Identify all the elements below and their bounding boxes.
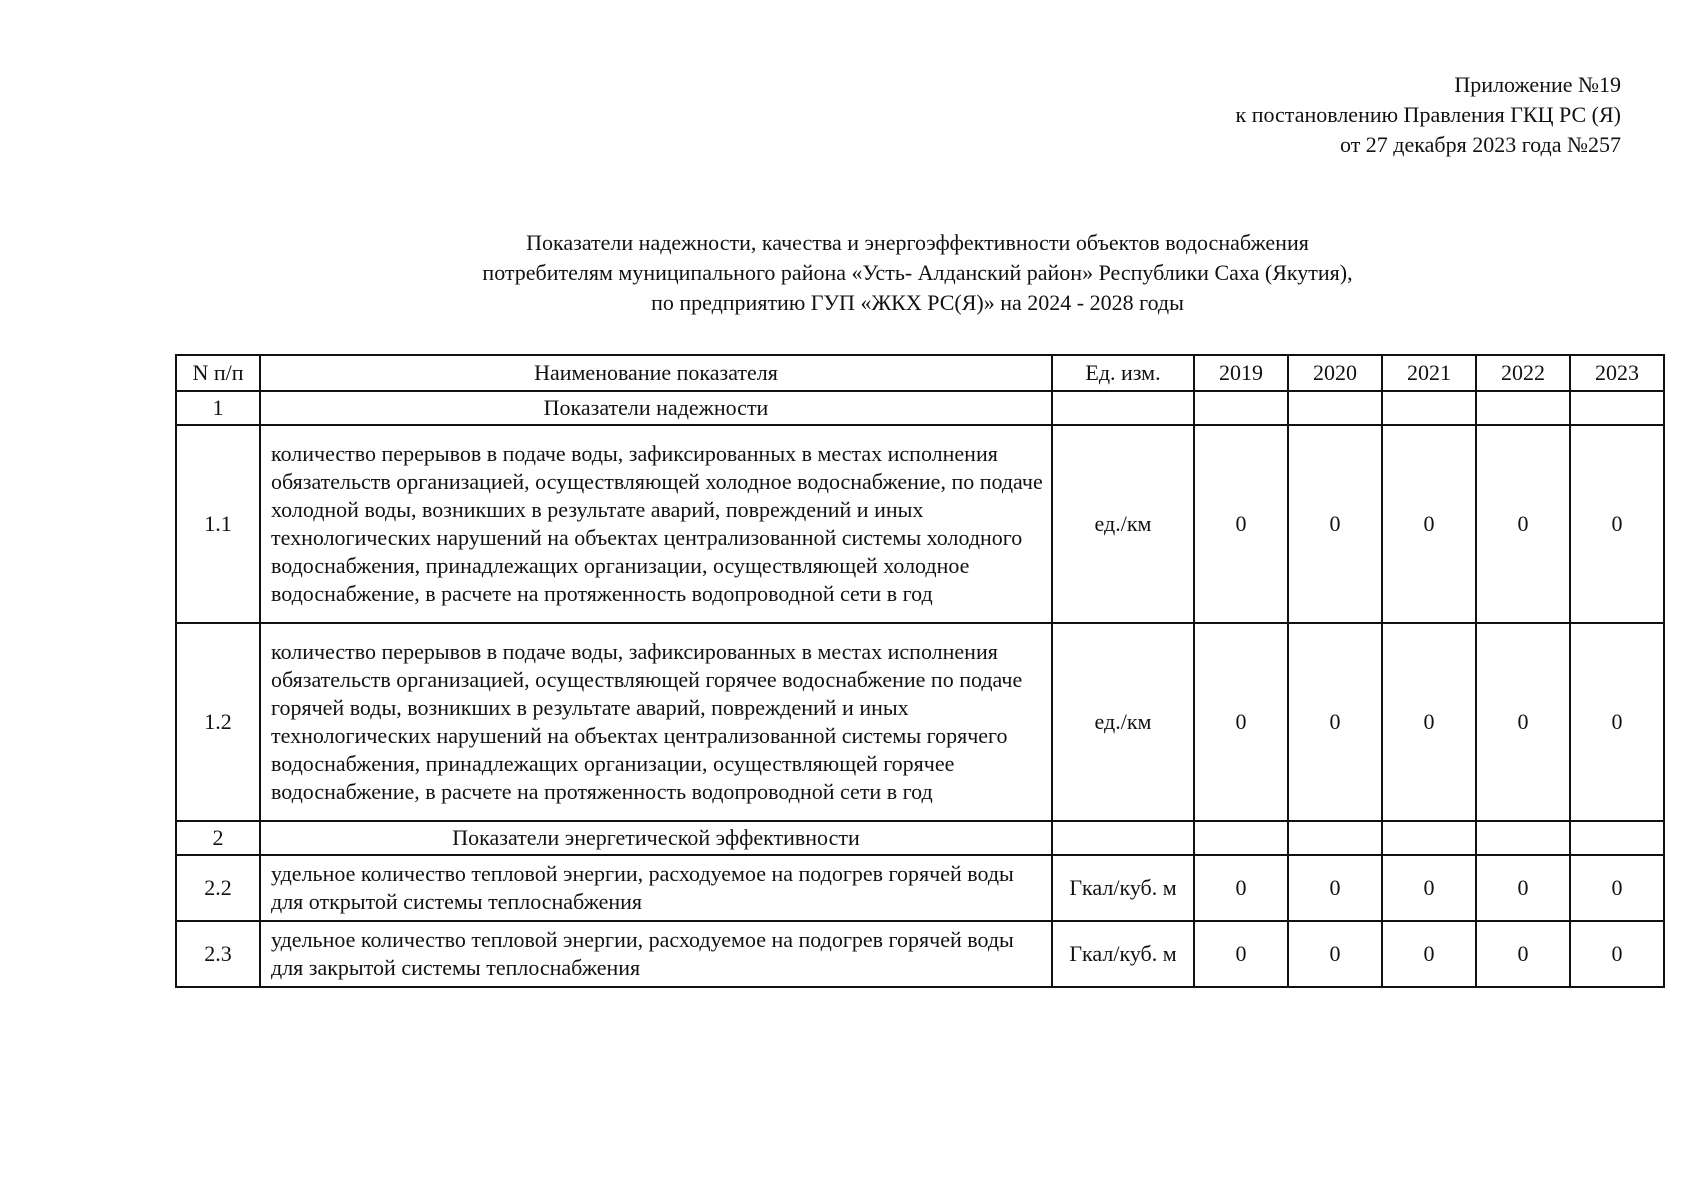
value-cell: 0: [1194, 855, 1288, 921]
value-cell: 0: [1570, 425, 1664, 623]
indicators-table: [175, 354, 1665, 988]
value-cell: 0: [1570, 921, 1664, 987]
value-cell: 0: [1382, 855, 1476, 921]
table-row: [176, 921, 1664, 987]
value-cell: 0: [1476, 425, 1570, 623]
section-name: Показатели энергетической эффективности: [260, 821, 1052, 855]
value-cell: [1288, 821, 1382, 855]
row-number: 1.1: [176, 425, 260, 623]
value-cell: 0: [1476, 921, 1570, 987]
row-unit: [1052, 821, 1194, 855]
header-year-2022: 2022: [1476, 355, 1570, 391]
title-line-1: Показатели надежности, качества и энергоэффективности объектов водоснабжения: [526, 230, 1309, 255]
indicator-name: удельное количество тепловой энергии, расходуемое на подогрев горячей воды для открытой системы теплоснабжения: [260, 855, 1052, 921]
value-cell: [1476, 821, 1570, 855]
row-number: 1.2: [176, 623, 260, 821]
value-cell: 0: [1194, 623, 1288, 821]
value-cell: 0: [1570, 855, 1664, 921]
value-cell: [1194, 391, 1288, 425]
indicator-name: количество перерывов в подаче воды, зафиксированных в местах исполнения обязательств организацией, осуществляющей горячее водоснабжение по подаче горячей воды, возникших в результате аварий, повреждений и иных технологических нарушений на объектах централизованной системы горячего водоснабжения, принадлежащих организации, осуществляющей горячее водоснабжение, в расчете на протяженность водопроводной сети в год: [260, 623, 1052, 821]
attachment-line-3: от 27 декабря 2023 года №257: [1339, 132, 1621, 157]
value-cell: 0: [1194, 425, 1288, 623]
unit-text: Гкал/куб. м: [1069, 941, 1177, 966]
value-cell: 0: [1382, 623, 1476, 821]
title-line-3: по предприятию ГУП «ЖКХ РС(Я)» на 2024 - 2028 годы: [651, 290, 1184, 315]
unit-text: Гкал/куб. м: [1069, 875, 1177, 900]
table-row: [176, 425, 1664, 623]
document-title: [160, 228, 1675, 318]
row-number: 2: [176, 821, 260, 855]
value-cell: 0: [1476, 855, 1570, 921]
value-cell: 0: [1288, 921, 1382, 987]
table-header-row: [176, 355, 1664, 391]
value-cell: [1570, 391, 1664, 425]
value-cell: [1382, 391, 1476, 425]
value-cell: 0: [1570, 623, 1664, 821]
attachment-note: [1021, 70, 1621, 160]
header-number: N п/п: [176, 355, 260, 391]
attachment-line-2: к постановлению Правления ГКЦ РС (Я): [1235, 102, 1621, 127]
row-unit: ед./км: [1052, 623, 1194, 821]
value-cell: 0: [1194, 921, 1288, 987]
value-cell: 0: [1476, 623, 1570, 821]
row-unit: [1052, 921, 1194, 987]
value-cell: 0: [1288, 425, 1382, 623]
header-year-2020: 2020: [1288, 355, 1382, 391]
value-cell: [1288, 391, 1382, 425]
row-unit: [1052, 855, 1194, 921]
section-row: [176, 821, 1664, 855]
value-cell: 0: [1382, 921, 1476, 987]
value-cell: 0: [1288, 855, 1382, 921]
row-unit: [1052, 391, 1194, 425]
header-indicator-name: Наименование показателя: [260, 355, 1052, 391]
row-number: 2.2: [176, 855, 260, 921]
value-cell: 0: [1382, 425, 1476, 623]
section-name: Показатели надежности: [260, 391, 1052, 425]
header-year-2023: 2023: [1570, 355, 1664, 391]
row-number: 2.3: [176, 921, 260, 987]
value-cell: [1476, 391, 1570, 425]
header-year-2021: 2021: [1382, 355, 1476, 391]
value-cell: [1570, 821, 1664, 855]
value-cell: [1382, 821, 1476, 855]
value-cell: [1194, 821, 1288, 855]
row-unit: ед./км: [1052, 425, 1194, 623]
section-row: [176, 391, 1664, 425]
table-row: [176, 623, 1664, 821]
indicator-name: количество перерывов в подаче воды, зафиксированных в местах исполнения обязательств организацией, осуществляющей холодное водоснабжение, по подаче холодной воды, возникших в результате аварий, повреждений и иных технологических нарушений на объектах централизованной системы холодного водоснабжения, принадлежащих организации, осуществляющей холодное водоснабжение, в расчете на протяженность водопроводной сети в год: [260, 425, 1052, 623]
row-number: 1: [176, 391, 260, 425]
header-unit: Ед. изм.: [1052, 355, 1194, 391]
attachment-line-1: Приложение №19: [1454, 72, 1621, 97]
header-year-2019: 2019: [1194, 355, 1288, 391]
indicator-name: удельное количество тепловой энергии, расходуемое на подогрев горячей воды для закрытой системы теплоснабжения: [260, 921, 1052, 987]
table-row: [176, 855, 1664, 921]
value-cell: 0: [1288, 623, 1382, 821]
title-line-2: потребителям муниципального района «Усть- Алданский район» Республики Саха (Якутия),: [482, 260, 1353, 285]
